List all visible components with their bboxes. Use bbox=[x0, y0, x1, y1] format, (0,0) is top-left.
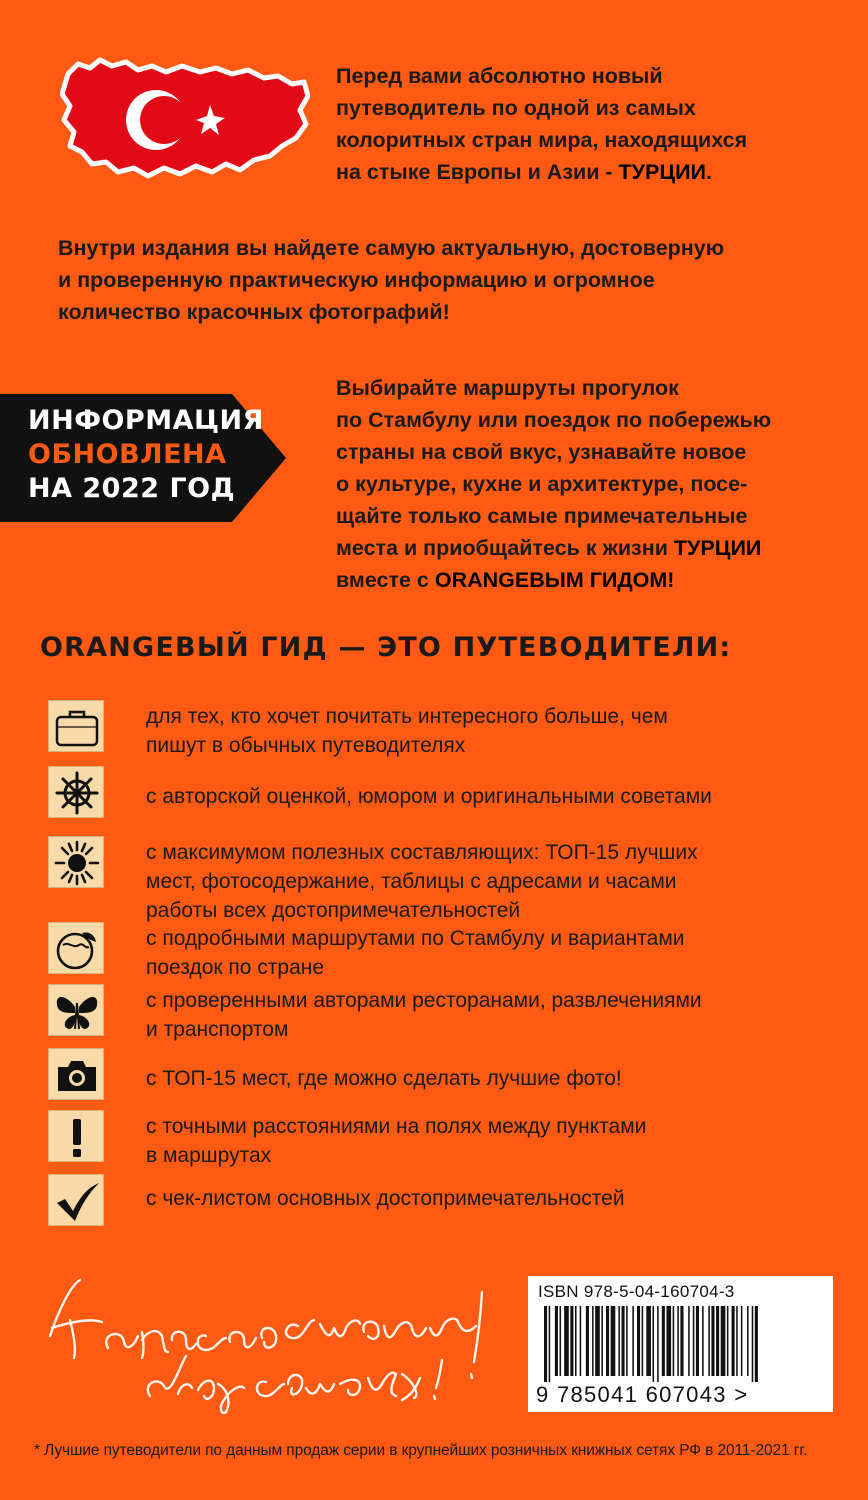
barcode-bar bbox=[727, 1306, 729, 1376]
feature-line: пишут в обычных путеводителях bbox=[146, 734, 466, 757]
routes-line: Выбирайте маршруты прогулок bbox=[336, 376, 679, 400]
barcode-bars bbox=[536, 1306, 825, 1382]
barcode-bar bbox=[693, 1306, 695, 1376]
intro-paragraph bbox=[336, 60, 836, 188]
barcode-bar bbox=[580, 1306, 582, 1376]
barcode-bar bbox=[741, 1306, 743, 1376]
camera-icon bbox=[48, 1048, 104, 1100]
handwritten-slogan bbox=[30, 1266, 500, 1416]
barcode-bar bbox=[632, 1306, 634, 1376]
barcode-bar bbox=[747, 1306, 749, 1376]
barcode-bar bbox=[626, 1306, 628, 1376]
barcode-bar bbox=[696, 1306, 699, 1376]
intro-line-suffix: . bbox=[706, 160, 712, 184]
inside-line: Внутри издания вы найдете самую актуальную, достоверную bbox=[58, 236, 725, 260]
feature-text bbox=[146, 702, 836, 760]
routes-line bbox=[336, 564, 836, 596]
barcode-bar bbox=[549, 1306, 551, 1382]
barcode-bar bbox=[564, 1306, 569, 1376]
routes-line: страны на свой вкус, узнавайте новое bbox=[336, 440, 747, 464]
feature-text bbox=[146, 1050, 836, 1093]
routes-paragraph bbox=[336, 372, 836, 596]
barcode-bar bbox=[606, 1306, 609, 1376]
feature-text bbox=[146, 986, 836, 1044]
feature-line: с точными расстояниями на полях между пунктами bbox=[146, 1115, 647, 1138]
intro-line: путеводитель по одной из самых bbox=[336, 96, 696, 120]
feature-line: с ТОП-15 мест, где можно сделать лучшие фото! bbox=[146, 1067, 622, 1090]
feature-line: работы всех достопримечательностей bbox=[146, 899, 521, 922]
barcode-bar bbox=[560, 1306, 562, 1376]
feature-text bbox=[146, 924, 836, 982]
slogan-line-1: Написано своими bbox=[30, 1266, 39, 1267]
updated-info-badge bbox=[0, 394, 290, 522]
barcode-bar bbox=[601, 1306, 603, 1376]
ship-wheel-icon bbox=[48, 766, 104, 818]
barcode-bar bbox=[673, 1306, 675, 1376]
intro-line: Перед вами абсолютно новый bbox=[336, 64, 663, 88]
barcode-bar bbox=[657, 1306, 659, 1382]
barcode-bar bbox=[732, 1306, 735, 1376]
isbn-label: ISBN 978-5-04-160704-3 bbox=[538, 1282, 735, 1301]
badge-line-2: ОБНОВЛЕНА bbox=[28, 439, 227, 470]
barcode-bar bbox=[677, 1306, 679, 1376]
sun-icon bbox=[48, 836, 104, 888]
feature-text bbox=[146, 1176, 836, 1213]
barcode-bar bbox=[555, 1306, 558, 1376]
barcode-bar bbox=[688, 1306, 690, 1376]
barcode-bar bbox=[736, 1306, 738, 1376]
barcode-bar bbox=[642, 1306, 644, 1376]
feature-line: с авторской оценкой, юмором и оригинальными советами bbox=[146, 785, 712, 808]
feature-line: с максимумом полезных составляющих: ТОП-15 лучших bbox=[146, 841, 698, 864]
intro-line: колоритных стран мира, находящихся bbox=[336, 128, 748, 152]
barcode-bar bbox=[646, 1306, 651, 1376]
checkmark-icon bbox=[48, 1174, 104, 1226]
feature-line: поездок по стране bbox=[146, 956, 325, 979]
routes-line: по Стамбулу или поездок по побережью bbox=[336, 408, 772, 432]
section-title: ORANGEВЫЙ ГИД — ЭТО ПУТЕВОДИТЕЛИ: bbox=[40, 632, 732, 663]
badge-line-3: НА 2022 ГОД bbox=[28, 473, 236, 504]
barcode-bar bbox=[575, 1306, 577, 1376]
inside-line: количество красочных фотографий! bbox=[58, 300, 450, 324]
intro-line-prefix: на стыке Европы и Азии - bbox=[336, 160, 619, 184]
barcode-bar bbox=[680, 1306, 683, 1376]
barcode-bar bbox=[662, 1306, 665, 1376]
barcode-bar bbox=[595, 1306, 600, 1376]
routes-line-prefix: места и приобщайтесь к жизни bbox=[336, 536, 674, 560]
barcode-bar bbox=[711, 1306, 714, 1376]
inside-paragraph bbox=[58, 232, 848, 328]
feature-line: для тех, кто хочет почитать интересного больше, чем bbox=[146, 705, 668, 728]
barcode-bar bbox=[666, 1306, 671, 1376]
barcode-bar bbox=[653, 1306, 655, 1382]
footnote: * Лучшие путеводители по данным продаж серии в крупнейших розничных книжных сетях РФ в 2011-2021 гг. bbox=[34, 1442, 808, 1459]
feature-line: с проверенными авторами ресторанами, развлечениями bbox=[146, 989, 702, 1012]
feature-text bbox=[146, 768, 836, 811]
country-name: ТУРЦИИ bbox=[618, 160, 707, 184]
feature-text bbox=[146, 1112, 836, 1170]
suitcase-icon bbox=[48, 700, 104, 752]
barcode-bar bbox=[708, 1306, 710, 1376]
barcode-bar bbox=[716, 1306, 719, 1376]
barcode-bar bbox=[721, 1306, 726, 1376]
barcode-bar bbox=[586, 1306, 589, 1376]
routes-line bbox=[336, 532, 836, 564]
barcode-bar bbox=[618, 1306, 620, 1376]
barcode-digits: 9 785041 607043 > bbox=[536, 1382, 749, 1407]
barcode-bar bbox=[611, 1306, 616, 1376]
barcode-bar bbox=[622, 1306, 625, 1376]
barcode-bar bbox=[592, 1306, 594, 1376]
country-name: ТУРЦИИ bbox=[673, 536, 762, 560]
feature-line: в маршрутах bbox=[146, 1144, 272, 1167]
badge-line-1: ИНФОРМАЦИЯ bbox=[28, 405, 264, 436]
globe-icon bbox=[48, 922, 104, 974]
routes-line-prefix: вместе с bbox=[336, 568, 435, 592]
barcode-bar bbox=[570, 1306, 573, 1376]
feature-line: с чек-листом основных достопримечательностей bbox=[146, 1187, 625, 1210]
barcode-bar bbox=[755, 1306, 758, 1382]
turkey-flag-map bbox=[60, 52, 310, 182]
feature-line: и транспортом bbox=[146, 1018, 289, 1041]
barcode-bar bbox=[702, 1306, 704, 1376]
exclamation-icon bbox=[48, 1110, 104, 1162]
barcode-bar bbox=[637, 1306, 640, 1376]
brand-name: ORANGEВЫМ ГИДОМ! bbox=[434, 568, 675, 592]
barcode-bar bbox=[544, 1306, 547, 1382]
routes-line: о культуре, кухне и архитектуре, посе- bbox=[336, 472, 748, 496]
badge-text bbox=[28, 404, 264, 506]
inside-line: и проверенную практическую информацию и огромное bbox=[58, 268, 655, 292]
feature-line: с подробными маршрутами по Стамбулу и вариантами bbox=[146, 927, 685, 950]
barcode-block bbox=[528, 1276, 833, 1412]
routes-line: щайте только самые примечательные bbox=[336, 504, 748, 528]
feature-line: мест, фотосодержание, таблицы с адресами и часами bbox=[146, 870, 677, 893]
intro-line bbox=[336, 156, 836, 188]
butterfly-icon bbox=[48, 984, 104, 1036]
barcode-bar bbox=[752, 1306, 754, 1382]
feature-text bbox=[146, 838, 836, 925]
